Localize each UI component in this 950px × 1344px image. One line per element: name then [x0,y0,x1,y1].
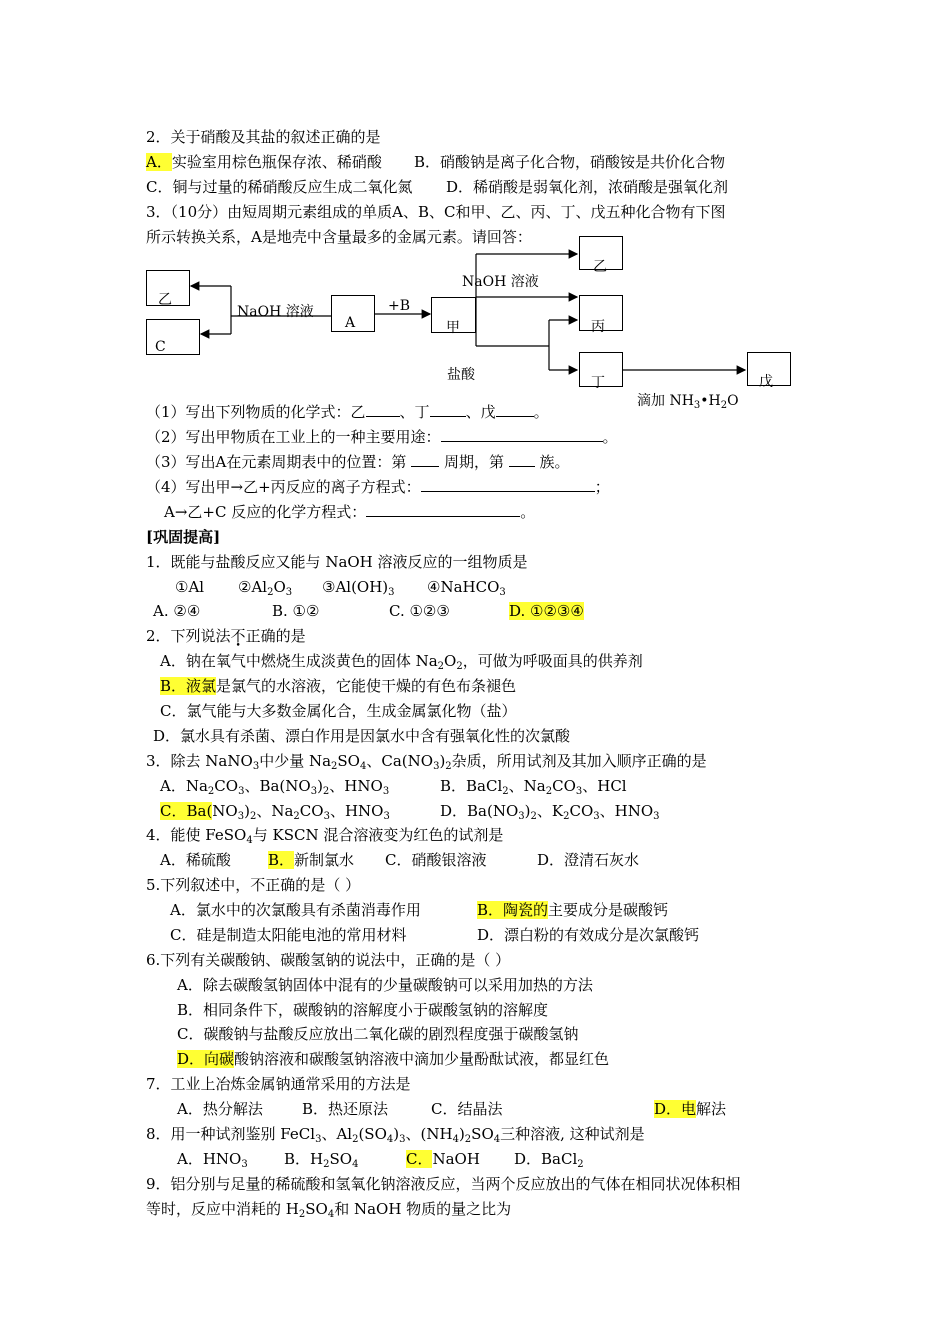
g4-option-b: B．新制氯水 [268,851,355,869]
box-c: C [146,319,200,355]
box-a: A [331,295,375,332]
g6-stem: 6.下列有关碳酸钠、碳酸氢钠的说法中，正确的是（ ） [146,951,511,969]
g2-option-b: B．液氯是氯气的水溶液，它能使干燥的有色布条褪色 [160,677,517,695]
g4-option-d: D．澄清石灰水 [537,851,640,869]
q3-sub3: （3）写出A在元素周期表中的位置：第 周期，第 族。 [146,453,570,471]
g7-answer-highlight: D．电 [654,1100,697,1118]
label-nh3-h2o: 滴加 $NH_3•H_2O$ [637,393,739,411]
q2-option-c: C．铜与过量的稀硝酸反应生成二氧化氮 [146,178,413,196]
q3-sub1: （1）写出下列物质的化学式：乙 、丁 、戊 。 [146,403,549,421]
g8-answer-highlight: C． [406,1150,433,1168]
answer-blank[interactable] [509,452,535,467]
g6-option-c: C．碳酸钠与盐酸反应放出二氧化碳的剧烈程度强于碳酸氢钠 [177,1025,579,1043]
box-bing: 丙 [579,295,623,331]
answer-blank[interactable] [496,402,534,417]
label-plus-b: +B [388,298,411,314]
g2-option-c: C．氯气能与大多数金属化合，生成金属氯化物（盐） [160,702,517,720]
g2-answer-highlight: B．液氯 [160,677,217,695]
g2-option-d: D．氯水具有杀菌、漂白作用是因氯水中含有强氧化性的次氯酸 [153,727,571,745]
box-yi-left: 乙 [146,270,190,306]
box-ding: 丁 [579,352,623,387]
g2-stem: 2．下列说法不正确的是 [146,627,306,645]
g4-stem: 4．能使 FeSO$_4$与 KSCN 混合溶液变为红色的试剂是 [146,826,504,846]
q2-answer-highlight: A． [146,153,172,171]
label-naoh-right: NaOH 溶液 [462,274,539,290]
g3-option-d: D．$Ba(NO_3)_2$、$K_2CO_3$、$HNO_3$ [440,802,660,822]
g8-option-d: D．BaCl$_2$ [514,1150,584,1170]
g5-option-b: B．陶瓷的主要成分是碳酸钙 [477,901,669,919]
g1-option-c: C. ①②③ [389,602,450,620]
g1-stem: 1．既能与盐酸反应又能与 NaOH 溶液反应的一组物质是 [146,553,528,571]
g2-option-a: A．钠在氧气中燃烧生成淡黄色的固体 $Na_2O_2$，可做为呼吸面具的供养剂 [160,652,643,672]
g1-item-4: ④NaHCO$_3$ [427,578,506,598]
answer-blank[interactable] [441,427,603,442]
g8-stem: 8．用一种试剂鉴别 FeCl$_3$、$Al_2(SO_4)_3$、$(NH_4)_2SO_4$三种溶液, 这种试剂是 [146,1125,645,1145]
answer-blank[interactable] [411,452,439,467]
g1-option-b: B. ①② [272,602,320,620]
g9-stem-line2: 等时，反应中消耗的 $H_2SO_4$和 NaOH 物质的量之比为 [146,1200,512,1220]
label-hcl: 盐酸 [447,367,475,383]
g1-answer-highlight: D. ①②③④ [509,602,584,620]
g5-option-c: C．硅是制造太阳能电池的常用材料 [170,926,407,944]
g6-option-d: D．向碳酸钠溶液和碳酸氢钠溶液中滴加少量酚酞试液，都显红色 [177,1050,610,1068]
g3-answer-highlight: C．Ba( [160,802,213,820]
g7-option-b: B．热还原法 [302,1100,389,1118]
g4-option-c: C．硝酸银溶液 [385,851,487,869]
diagram-arrows [0,0,950,420]
q2-option-b: B．硝酸钠是离子化合物，硝酸铵是共价化合物 [414,153,726,171]
q3-stem-line2: 所示转换关系，A是地壳中含量最多的金属元素。请回答： [146,228,532,246]
g9-stem-line1: 9．铝分别与足量的稀硫酸和氢氧化钠溶液反应，当两个反应放出的气体在相同状况体积相 [146,1175,741,1193]
g8-option-c: C．NaOH [406,1150,480,1168]
q2-option-a: A．实验室用棕色瓶保存浓、稀硝酸 [146,153,382,171]
g1-option-d [509,601,584,621]
box-yi-right: 乙 [579,236,623,270]
g3-option-a: A．$Na_2CO_3$、$Ba(NO_3)_2$、$HNO_3$ [160,777,390,797]
g6-option-b: B．相同条件下，碳酸钠的溶解度小于碳酸氢钠的溶解度 [177,1001,549,1019]
g7-option-c: C．结晶法 [431,1100,503,1118]
g5-option-d: D．漂白粉的有效成分是次氯酸钙 [477,926,700,944]
g3-option-c: C．$Ba(NO_3)_2$、$Na_2CO_3$、$HNO_3$ [160,802,390,822]
answer-blank[interactable] [366,502,520,517]
g5-option-a: A．氯水中的次氯酸具有杀菌消毒作用 [170,901,421,919]
g5-stem: 5.下列叙述中，不正确的是（ ） [146,876,361,894]
g1-item-1: ①Al [175,578,205,596]
g3-option-b: B．BaCl$_2$、$Na_2CO_3$、HCl [440,777,627,797]
g8-option-b: B．$H_2SO_4$ [284,1150,359,1170]
answer-blank[interactable] [430,402,466,417]
g4-answer-highlight: B． [268,851,295,869]
g3-stem: 3．除去 NaNO$_3$中少量 $Na_2SO_4$、$Ca(NO_3)_2$杂质，所用试剂及其加入顺序正确的是 [146,752,707,772]
g6-option-a: A．除去碳酸氢钠固体中混有的少量碳酸钠可以采用加热的方法 [177,976,593,994]
g5-answer-highlight: B．陶瓷的 [477,901,549,919]
g7-stem: 7．工业上冶炼金属钠通常采用的方法是 [146,1075,411,1093]
q3-stem-line1: 3．（10分）由短周期元素组成的单质A、B、C和甲、乙、丙、丁、戊五种化合物有下图 [146,203,726,221]
label-naoh-left: NaOH 溶液 [237,304,314,320]
section-title: [巩固提高] [146,528,221,546]
g7-option-a: A．热分解法 [177,1100,263,1118]
answer-blank[interactable] [421,477,595,492]
q2-option-d: D．稀硝酸是弱氧化剂，浓硝酸是强氧化剂 [446,178,729,196]
q3-sub5: A→乙+C 反应的化学方程式： 。 [164,503,536,521]
g4-option-a: A．稀硫酸 [160,851,231,869]
q3-sub4: （4）写出甲→乙+丙反应的离子方程式： ； [146,478,610,496]
box-wu: 戊 [747,352,791,386]
g7-option-d: D．电解法 [654,1100,727,1118]
g8-option-a: A．$HNO_3$ [177,1150,248,1170]
q2-stem: 2．关于硝酸及其盐的叙述正确的是 [146,128,381,146]
g6-answer-highlight: D．向碳 [177,1050,235,1068]
q3-sub2: （2）写出甲物质在工业上的一种主要用途： 。 [146,428,618,446]
box-jia: 甲 [431,297,476,333]
g1-item-2: $②Al_2O_3$ [238,578,293,598]
answer-blank[interactable] [366,402,400,417]
g1-item-3: $③Al(OH)_3$ [322,578,395,598]
g1-option-a: A. ②④ [153,602,201,620]
